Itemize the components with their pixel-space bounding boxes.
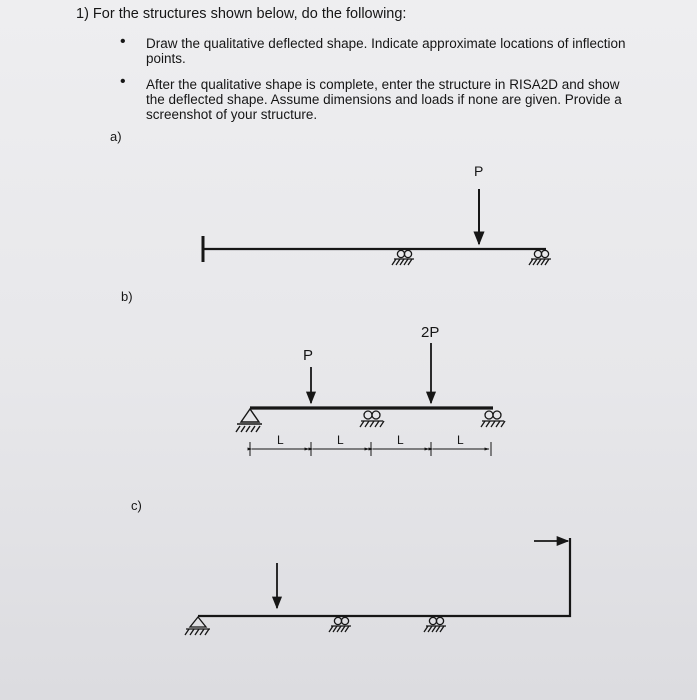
part-a-label: a) <box>110 129 122 144</box>
part-b-label: b) <box>121 289 133 304</box>
instruction-2-line-3: screenshot of your structure. <box>146 107 318 122</box>
roller-support <box>329 617 351 632</box>
part-c-label: c) <box>131 498 142 513</box>
roller-support <box>392 250 414 265</box>
span-label: L <box>277 433 284 447</box>
roller-support <box>481 411 505 427</box>
span-label: L <box>397 433 404 447</box>
roller-support <box>360 411 384 427</box>
instruction-1-line-1: Draw the qualitative deflected shape. Indicate approximate locations of inflection <box>146 36 626 51</box>
load-label-2p: 2P <box>421 324 440 341</box>
bullet-dot: • <box>120 73 126 90</box>
load-label-p: P <box>474 163 484 179</box>
frame-c <box>198 538 570 616</box>
instruction-2-line-2: the deflected shape. Assume dimensions and loads if none are given. Provide a <box>146 92 622 107</box>
roller-support <box>529 250 551 265</box>
span-label: L <box>457 433 464 447</box>
pin-support <box>185 617 210 635</box>
dimension-line <box>250 442 491 456</box>
pin-support <box>236 409 262 432</box>
structure-a <box>203 189 551 265</box>
bullet-dot: • <box>120 33 126 50</box>
instruction-2-line-1: After the qualitative shape is complete, enter the structure in RISA2D and show <box>146 77 620 92</box>
span-label: L <box>337 433 344 447</box>
structure-c <box>185 538 570 635</box>
instruction-1-line-2: points. <box>146 51 186 66</box>
roller-support <box>424 617 446 632</box>
load-label-p: P <box>303 347 314 364</box>
question-title: 1) For the structures shown below, do the following: <box>76 6 407 22</box>
